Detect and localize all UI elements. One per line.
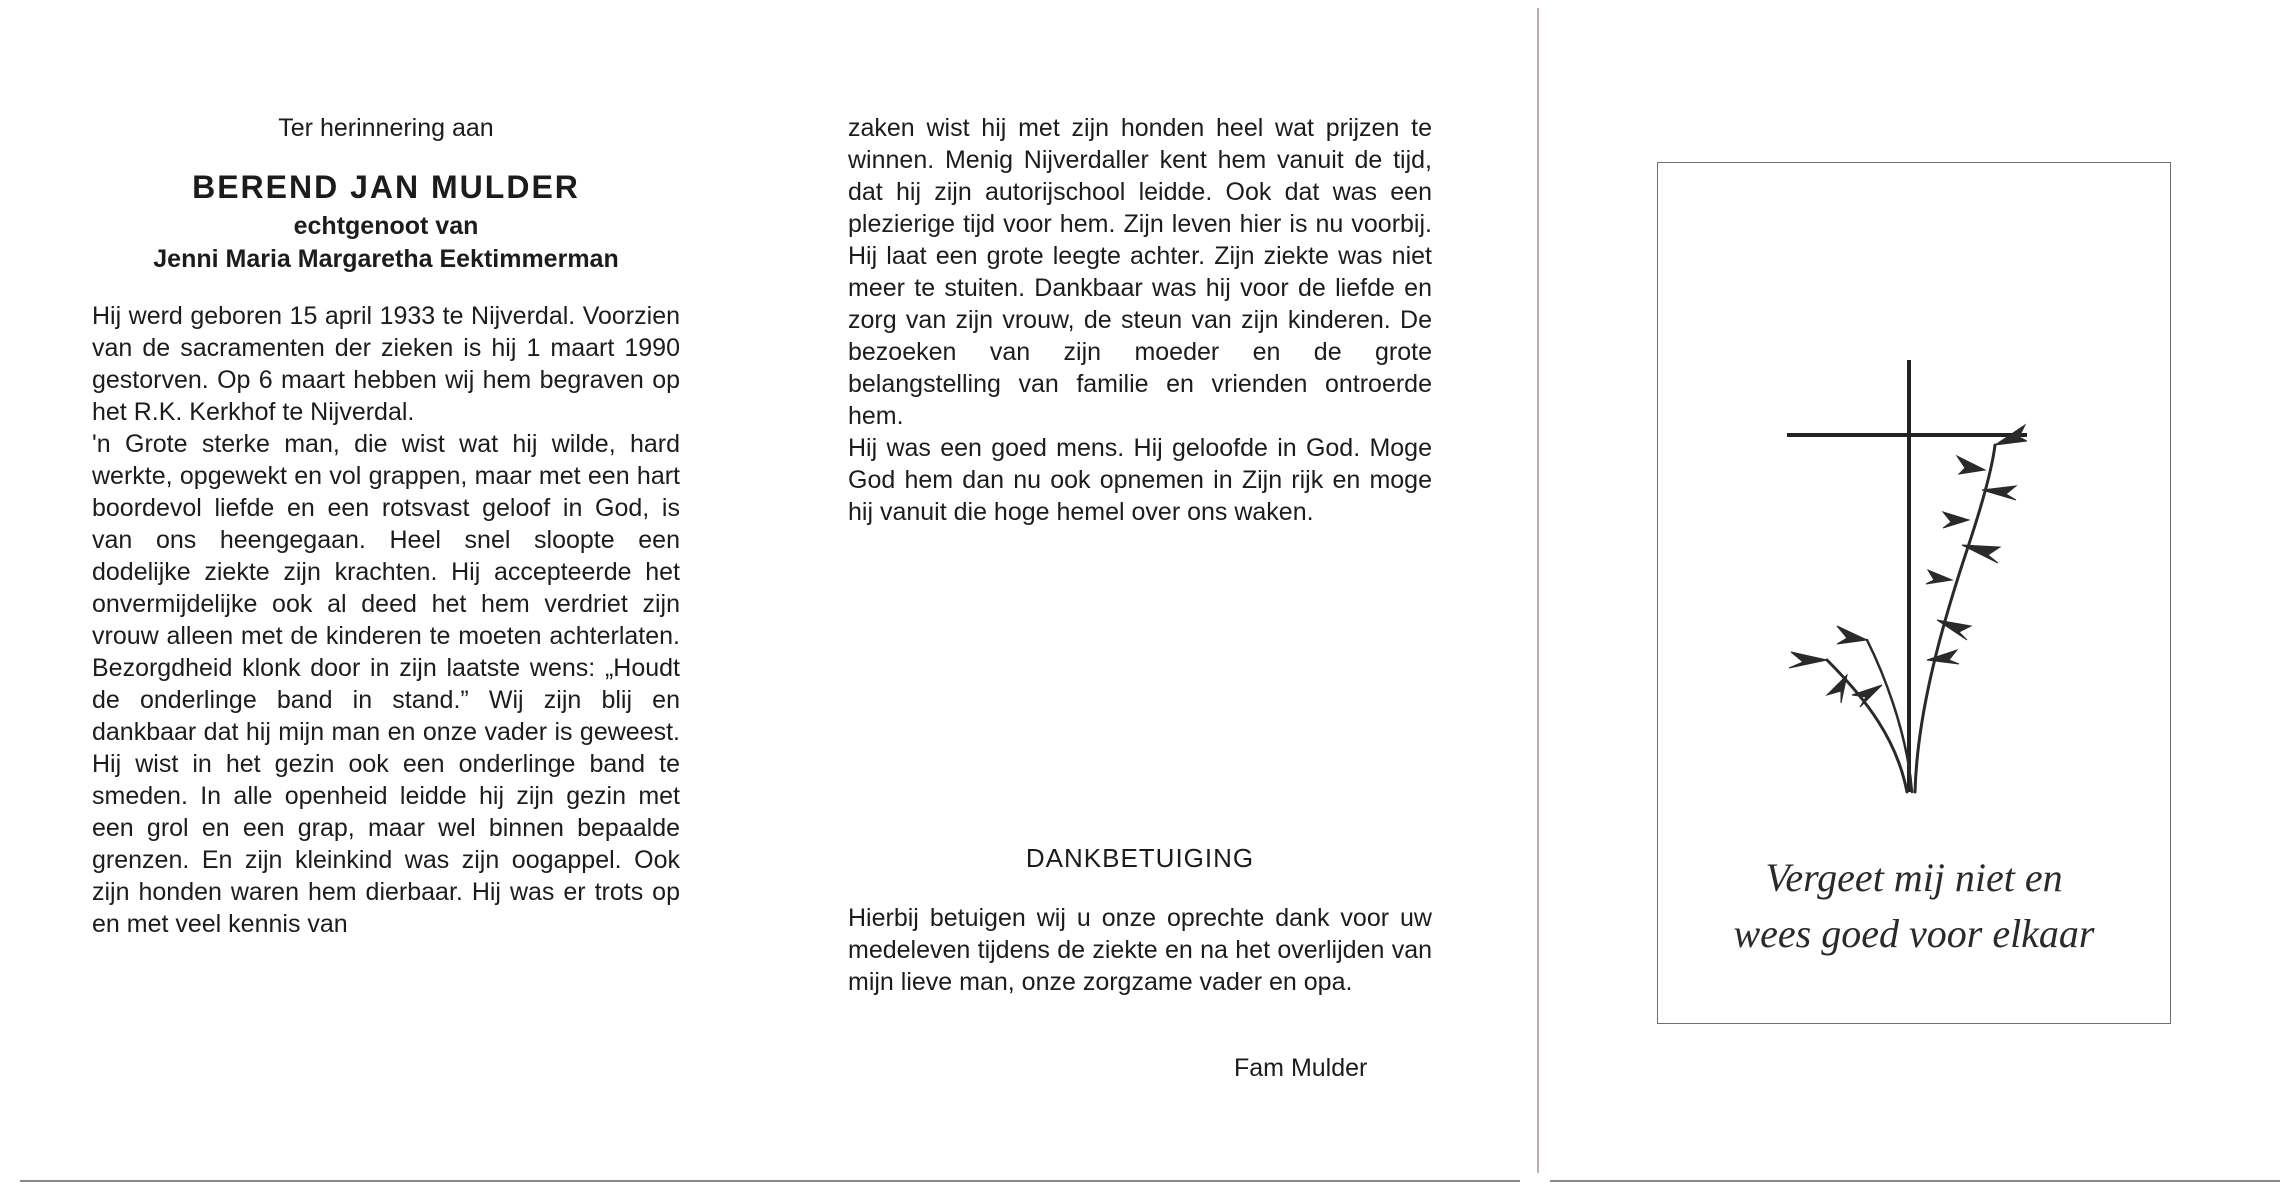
cross-icon	[1787, 360, 2027, 792]
spouse-label: echtgenoot van	[293, 212, 479, 240]
thanks-paragraph: Hierbij betuigen wij u onze oprechte dank voor uw medeleven tijdens de ziekte en na het overlijden van mijn lieve man, onze zorgzame vader en opa.	[848, 904, 1432, 996]
memorial-card-cover	[1537, 0, 2293, 1200]
thanks-heading: DANKBETUIGING	[1025, 843, 1255, 873]
verse-line-2: wees goed voor elkaar	[1733, 911, 2095, 956]
cover-verse	[1657, 850, 2171, 962]
biography-paragraph-1: Hij werd geboren 15 april 1933 te Nijverdal. Voorzien van de sacramenten der zieken is hij 1 maart 1990 gestorven. Op 6 maart hebben wij hem begraven op het R.K. Kerkhof te Nijverdal.	[92, 302, 680, 426]
biography-paragraph-2: 'n Grote sterke man, die wist wat hij wilde, hard werkte, opgewekt en vol grappen, maar met een hart boordevol liefde en een rotsvast geloof in God, is van ons heengegaan. Heel snel sloopte een dodelijke ziekte zijn krachten. Hij accepteerde het onvermijdelijke ook al deed het hem verdriet zijn vrouw alleen met de kinderen te moeten achterlaten. Bezorgdheid klonk door in zijn laatste wens: „Houdt de onderlinge band in stand.” Wij zijn blij en dankbaar dat hij mijn man en onze vader is geweest. Hij wist in het gezin ook een onderlinge band te smeden. In alle openheid leidde hij zijn gezin met een grol en een grap, maar wel binnen bepaalde grenzen. En zijn kleinkind was zijn oogappel. Ook zijn honden waren hem dierbaar. Hij was er trots op en met veel kennis van	[92, 430, 680, 938]
left-text-column	[92, 112, 680, 940]
verse-line-1: Vergeet mij niet en	[1765, 855, 2063, 900]
cross-with-grass-illustration	[1787, 340, 2027, 800]
intro-line: Ter herinnering aan	[278, 114, 494, 142]
family-signature: Fam Mulder	[1234, 1054, 1368, 1082]
biography-paragraph-3: zaken wist hij met zijn honden heel wat prijzen te winnen. Menig Nijverdaller kent hem vanuit de tijd, dat hij zijn autorijschool leidde. Ook dat was een plezierige tijd voor hem. Zijn leven hier is nu voorbij. Hij laat een grote leegte achter. Zijn ziekte was niet meer te stuiten. Dankbaar was hij voor de liefde en zorg van zijn vrouw, de steun van zijn kinderen. De bezoeken van zijn moeder en de grote belangstelling van familie en vrienden ontroerde hem.	[848, 114, 1432, 430]
spouse-name: Jenni Maria Margaretha Eektimmerman	[153, 245, 619, 273]
middle-text-column	[848, 112, 1432, 528]
scan-edge-left	[20, 1180, 1520, 1182]
biography-paragraph-4: Hij was een goed mens. Hij geloofde in God. Moge God hem dan nu ook opnemen in Zijn rijk en moge hij vanuit die hoge hemel over ons waken.	[848, 434, 1432, 526]
deceased-name: BEREND JAN MULDER	[192, 169, 580, 205]
